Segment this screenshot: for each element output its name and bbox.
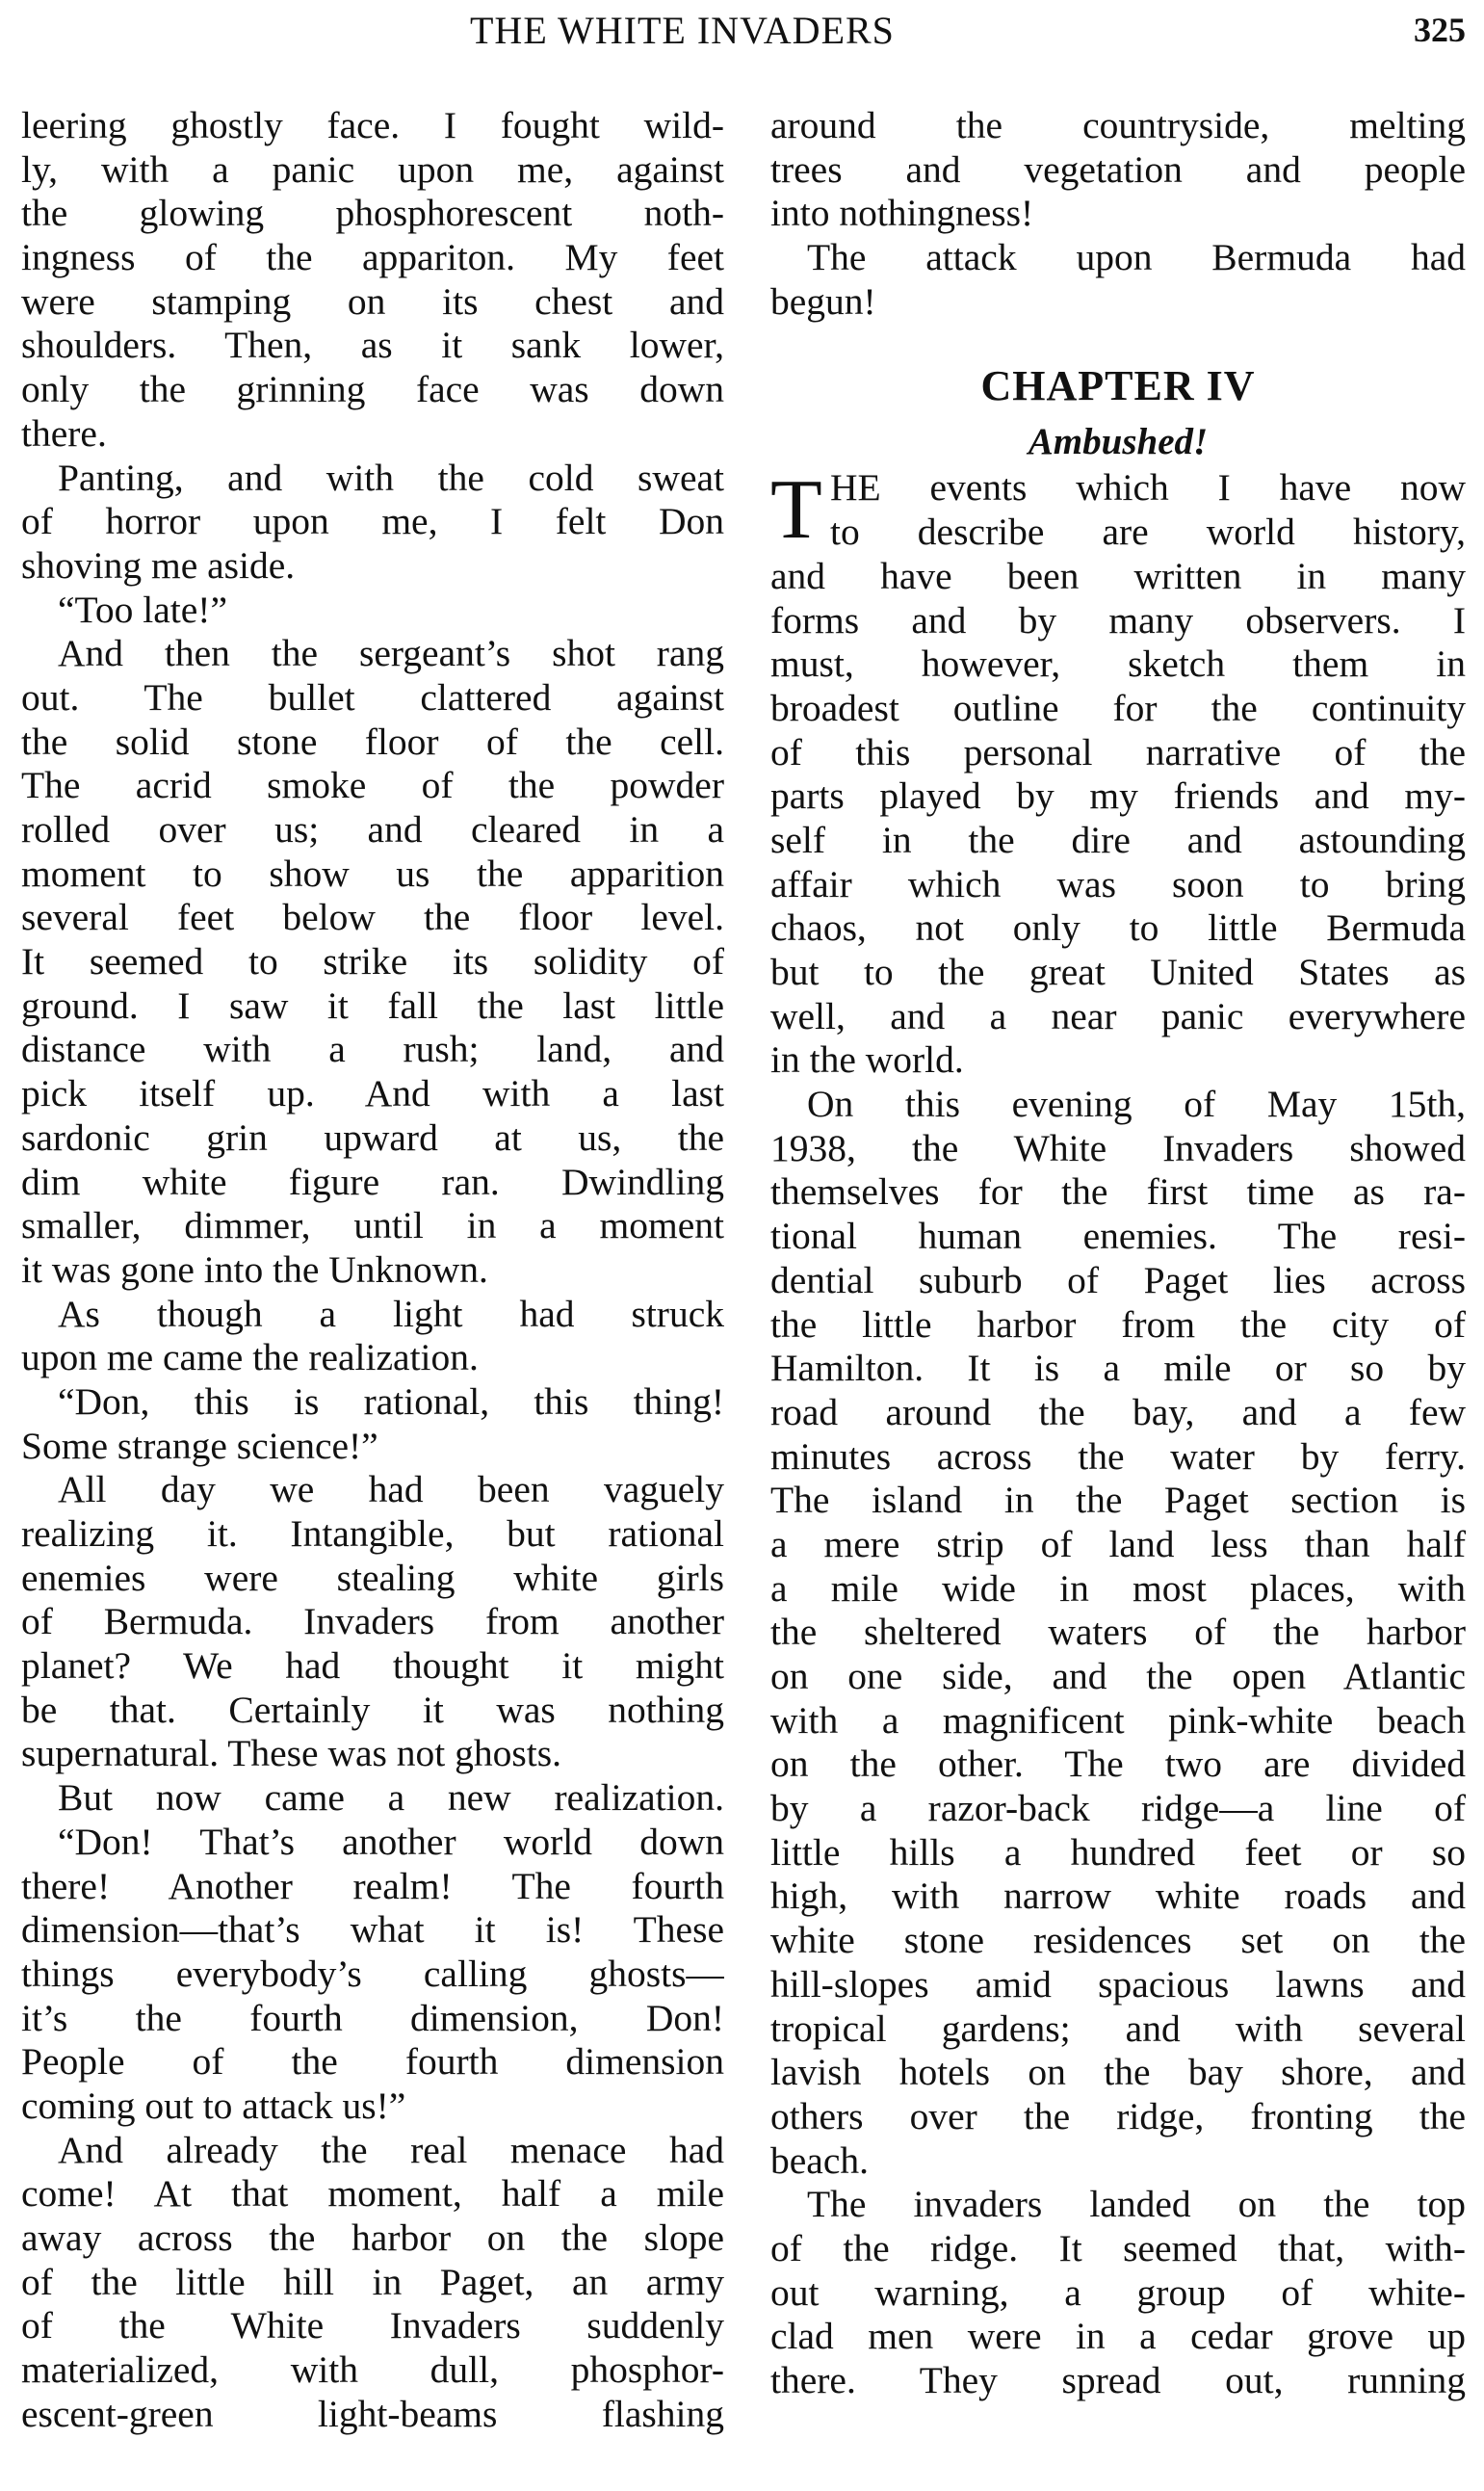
text-line: little hills a hundred feet or so: [770, 1830, 1466, 1874]
text-line: Panting, and with the cold sweat: [58, 456, 724, 499]
running-title: THE WHITE INVADERS: [470, 9, 895, 52]
text-line: enemies were stealing white girls: [21, 1556, 724, 1599]
text-line: well, and a near panic everywhere: [770, 994, 1466, 1037]
text-line: People of the fourth dimension: [21, 2040, 724, 2084]
text-line: were stamping on its chest and: [21, 279, 724, 323]
text-line: a mere strip of land less than half: [770, 1522, 1466, 1565]
text-line: lavish hotels on the bay shore, and: [770, 2051, 1466, 2094]
text-line: around the countryside, melting: [770, 104, 1466, 146]
right-column: [770, 104, 1466, 2403]
text-line: It seemed to strike its solidity of: [21, 940, 724, 983]
text-line: parts played by my friends and my-: [770, 774, 1466, 818]
text-line: pick itself up. And with a last: [21, 1072, 724, 1115]
text-line: the sheltered waters of the harbor: [770, 1611, 1466, 1654]
text-line: it was gone into the Unknown.: [21, 1247, 488, 1291]
text-line: The acrid smoke of the powder: [21, 764, 724, 807]
text-line: distance with a rush; land, and: [21, 1028, 724, 1071]
text-line: trees and vegetation and people: [770, 147, 1466, 191]
text-line: Hamilton. It is a mile or so by: [770, 1347, 1466, 1390]
text-line: chaos, not only to little Bermuda: [770, 906, 1466, 950]
text-line: shoving me aside.: [21, 543, 296, 587]
text-line: themselves for the first time as ra-: [770, 1170, 1466, 1214]
text-line: rolled over us; and cleared in a: [21, 808, 724, 851]
text-line: there.: [21, 411, 107, 455]
text-line: upon me came the realization.: [21, 1336, 479, 1379]
text-line: of the White Invaders suddenly: [21, 2304, 724, 2347]
text-line: dimension—that’s what it is! These: [21, 1908, 724, 1952]
text-line: materialized, with dull, phosphor-: [21, 2348, 724, 2392]
text-line: “Don, this is rational, this thing!: [58, 1379, 724, 1423]
text-line: escent-green light-beams flashing: [21, 2392, 724, 2435]
text-line: beach.: [770, 2138, 869, 2182]
text-line: As though a light had struck: [58, 1292, 724, 1335]
text-line: others over the ridge, fronting the: [770, 2094, 1466, 2137]
right-column-continuation: [770, 104, 1466, 324]
text-line: there. They spread out, running: [770, 2359, 1466, 2401]
text-line: of the ridge. It seemed that, with-: [770, 2226, 1466, 2269]
text-line: there! Another realm! The fourth: [21, 1864, 724, 1907]
text-line: of this personal narrative of the: [770, 730, 1466, 774]
text-line: broadest outline for the continuity: [770, 686, 1466, 729]
text-line: dim white figure ran. Dwindling: [21, 1160, 724, 1203]
text-line: but to the great United States as: [770, 951, 1466, 993]
text-line: ground. I saw it fall the last little: [21, 983, 724, 1027]
text-line: Some strange science!”: [21, 1424, 378, 1467]
text-line: supernatural. These was not ghosts.: [21, 1732, 561, 1775]
text-line: tional human enemies. The resi-: [770, 1215, 1466, 1258]
chapter-subtitle: Ambushed!: [1028, 421, 1209, 463]
text-line: out warning, a group of white-: [770, 2270, 1466, 2314]
text-line: leering ghostly face. I fought wild-: [21, 104, 724, 146]
text-line: the glowing phosphorescent noth-: [21, 192, 724, 235]
drop-cap: T: [770, 463, 822, 558]
text-line: forms and by many observers. I: [770, 598, 1466, 642]
text-line: self in the dire and astounding: [770, 818, 1466, 861]
text-line: the solid stone floor of the cell.: [21, 720, 724, 763]
section-gap: [770, 324, 1466, 354]
text-line: high, with narrow white roads and: [770, 1875, 1466, 1918]
text-line: 1938, the White Invaders showed: [770, 1126, 1466, 1169]
text-line: out. The bullet clattered against: [21, 675, 724, 719]
text-line: only the grinning face was down: [21, 368, 724, 411]
text-line: with a magnificent pink-white beach: [770, 1698, 1466, 1742]
running-header: [0, 6, 1484, 54]
text-line: a mile wide in most places, with: [770, 1566, 1466, 1610]
text-line: “Don! That’s another world down: [58, 1820, 724, 1863]
text-line: moment to show us the apparition: [21, 852, 724, 895]
text-line: several feet below the floor level.: [21, 896, 724, 939]
left-column: [21, 104, 724, 2436]
text-line: must, however, sketch them in: [770, 642, 1466, 686]
text-line: planet? We had thought it might: [21, 1644, 724, 1688]
text-line: be that. Certainly it was nothing: [21, 1688, 724, 1731]
text-line: clad men were in a cedar grove up: [770, 2315, 1466, 2358]
text-line: into nothingness!: [770, 192, 1034, 235]
page-number: 325: [1414, 11, 1466, 49]
text-line: on one side, and the open Atlantic: [770, 1655, 1466, 1697]
chapter-heading: CHAPTER IV: [980, 362, 1256, 410]
text-line: it’s the fourth dimension, Don!: [21, 1996, 724, 2039]
text-line: smaller, dimmer, until in a moment: [21, 1204, 724, 1247]
text-line: by a razor-back ridge—a line of: [770, 1787, 1466, 1830]
text-line: sardonic grin upward at us, the: [21, 1115, 724, 1159]
text-line: But now came a new realization.: [58, 1776, 724, 1820]
text-line: to describe are world history,: [830, 511, 1466, 554]
text-line: The invaders landed on the top: [807, 2183, 1466, 2226]
text-line: “Too late!”: [58, 588, 227, 631]
text-line: the little harbor from the city of: [770, 1302, 1466, 1346]
text-line: realizing it. Intangible, but rational: [21, 1512, 724, 1555]
text-line: The island in the Paget section is: [770, 1479, 1466, 1522]
text-line: white stone residences set on the: [770, 1919, 1466, 1962]
text-line: affair which was soon to bring: [770, 862, 1466, 905]
text-line: and have been written in many: [770, 554, 1466, 597]
text-line: away across the harbor on the slope: [21, 2216, 724, 2259]
text-line: on the other. The two are divided: [770, 1743, 1466, 1786]
text-line: in the world.: [770, 1038, 964, 1082]
text-line: begun!: [770, 279, 876, 323]
text-line: dential suburb of Paget lies across: [770, 1258, 1466, 1301]
text-line: hill-slopes amid spacious lawns and: [770, 1962, 1466, 2006]
text-line: road around the bay, and a few: [770, 1390, 1466, 1433]
text-line: come! At that moment, half a mile: [21, 2172, 724, 2216]
text-line: ly, with a panic upon me, against: [21, 147, 724, 191]
text-line: coming out to attack us!”: [21, 2084, 406, 2127]
text-line: of Bermuda. Invaders from another: [21, 1600, 724, 1643]
text-line: On this evening of May 15th,: [807, 1083, 1466, 1126]
text-line: of the little hill in Paget, an army: [21, 2260, 724, 2303]
text-line: things everybody’s calling ghosts—: [21, 1952, 724, 1995]
chapter-body: [770, 463, 1466, 2402]
text-line: And already the real menace had: [58, 2128, 724, 2171]
text-line: ingness of the appariton. My feet: [21, 236, 724, 279]
text-line: minutes across the water by ferry.: [770, 1434, 1466, 1478]
text-line: The attack upon Bermuda had: [807, 236, 1466, 279]
text-line: HE events which I have now: [830, 466, 1466, 510]
text-line: shoulders. Then, as it sank lower,: [21, 324, 724, 367]
text-line: tropical gardens; and with several: [770, 2006, 1466, 2050]
text-line: All day we had been vaguely: [58, 1468, 724, 1511]
text-line: of horror upon me, I felt Don: [21, 500, 724, 543]
text-line: And then the sergeant’s shot rang: [58, 632, 724, 675]
